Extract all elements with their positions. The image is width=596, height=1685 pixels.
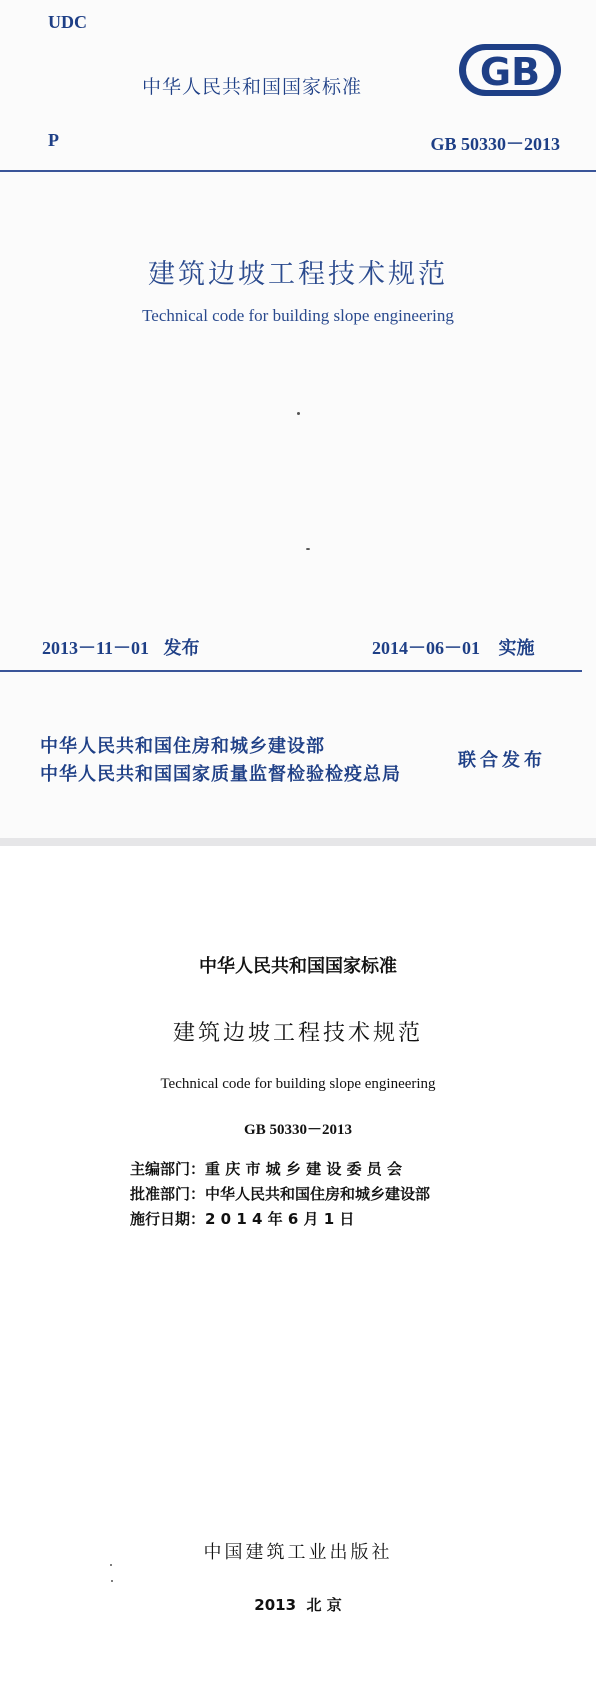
meta-row-editor [130,1158,402,1179]
implementation-date-value: 2014－06－01 [372,638,480,658]
title-page-standard-number: GB 50330－2013 [244,1122,352,1138]
speck [110,1564,112,1566]
udc-label: UDC [48,12,87,32]
standard-number: GB 50330－2013 [430,134,560,154]
publication-year-city: 2013 北 京 [254,1596,342,1614]
organization-1: 中华人民共和国住房和城乡建设部 [40,736,325,757]
top-rule [0,170,596,172]
publisher-name: 中国建筑工业出版社 [203,1542,393,1563]
meta-row-effective-date [130,1208,354,1229]
title-page-title-cn: 建筑边坡工程技术规范 [172,1021,423,1046]
meta-label: 批准部门： [130,1185,206,1203]
implementation-label: 实施 [498,638,535,659]
issue-date [42,634,200,660]
speck [297,412,300,415]
meta-label: 主编部门： [130,1160,206,1178]
meta-value: 2 0 1 4 年 6 月 1 日 [205,1210,355,1228]
joint-issue-label: 联合发布 [458,750,546,771]
gb-logo-icon [457,42,563,98]
meta-value: 重 庆 市 城 乡 建 设 委 员 会 [205,1160,403,1178]
cover-title-cn: 建筑边坡工程技术规范 [148,259,448,290]
gb-logo-text: GB [479,50,541,94]
speck [306,548,310,550]
cover-page [0,0,596,838]
issue-date-value: 2013－11－01 [42,638,150,658]
issue-label: 发布 [163,638,200,659]
organization-2: 中华人民共和国国家质量监督检验检疫总局 [40,764,401,785]
title-page-title-en: Technical code for building slope engineering [160,1076,436,1092]
classification-code: P [48,130,59,150]
national-standard-heading: 中华人民共和国国家标准 [142,76,363,98]
title-page-national-standard: 中华人民共和国国家标准 [199,956,397,977]
meta-row-approver [130,1183,430,1204]
cover-title-en: Technical code for building slope engineering [142,306,454,325]
title-page [0,846,596,1685]
page-gap [0,838,596,846]
bottom-rule [0,670,582,672]
implementation-date [372,634,535,660]
speck [111,1580,113,1582]
meta-label: 施行日期： [130,1210,206,1228]
meta-value: 中华人民共和国住房和城乡建设部 [205,1185,431,1203]
